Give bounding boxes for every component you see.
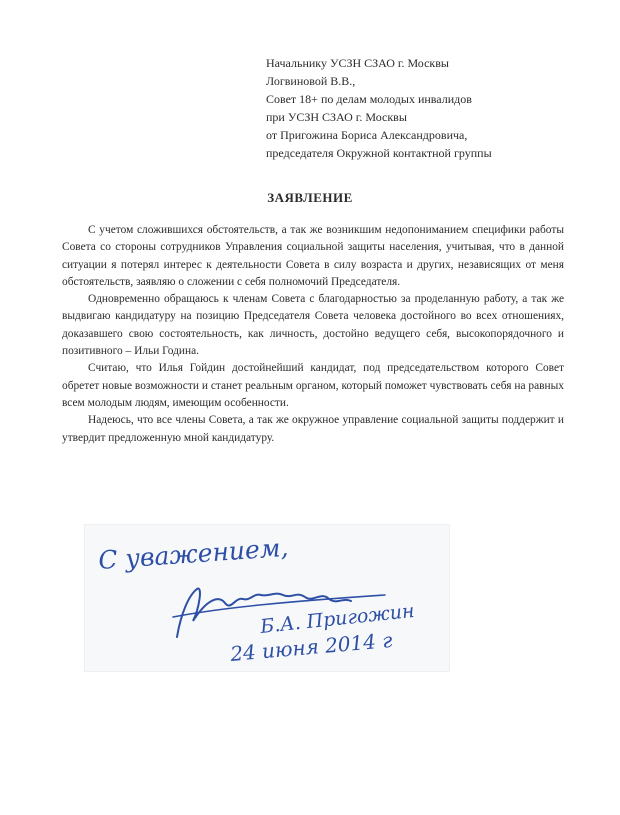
body-paragraph: Одновременно обращаюсь к членам Совета с благодарностью за проделанную работу, а так же выдвигаю кандидатуру на позицию Председателя Совета человека достойного во всех отношениях, доказавшего свою состоятельность, как личность, достойно ведущего себя, высокопорядочного и позитивного – Ильи Година. bbox=[62, 293, 564, 358]
document-title: ЗАЯВЛЕНИЕ bbox=[267, 190, 353, 205]
addressee-line: председателя Окружной контактной группы bbox=[266, 146, 492, 160]
signature-date: 24 июня 2014 г bbox=[229, 627, 394, 666]
addressee-block bbox=[266, 54, 566, 162]
body-paragraph: Считаю, что Илья Гойдин достойнейший кандидат, под председательством которого Совет обретет новые возможности и станет реальным органом, который поможет чувствовать себя на равных всем молодым людям, имеющим особенности. bbox=[62, 362, 564, 409]
addressee-line: при УСЗН СЗАО г. Москвы bbox=[266, 110, 407, 124]
document-body bbox=[62, 222, 564, 447]
signature-closing: С уважением, bbox=[97, 532, 290, 575]
addressee-line: Начальнику УСЗН СЗАО г. Москвы bbox=[266, 56, 449, 70]
signature-name: Б.А. Пригожин bbox=[259, 599, 416, 638]
body-paragraph: Надеюсь, что все члены Совета, а так же окружное управление социальной защиты поддержит и утвердит предложенную мной кандидатуру. bbox=[62, 414, 564, 444]
addressee-line: от Пригожина Бориса Александровича, bbox=[266, 128, 468, 142]
body-paragraph: С учетом сложившихся обстоятельств, а так же возникшим недопониманием специфики работы Совета со стороны сотрудников Управления социальной защиты населения, учитывая, что в данной ситуации я потерял интерес к деятельности Совета в силу возраста и других, независящих от меня обстоятельств, заявляю о сложении с себя полномочий Председателя. bbox=[62, 224, 564, 288]
addressee-line: Совет 18+ по делам молодых инвалидов bbox=[266, 92, 472, 106]
handwritten-signature-block bbox=[84, 524, 450, 672]
addressee-line: Логвиновой В.В., bbox=[266, 74, 356, 88]
signature-image bbox=[85, 525, 451, 673]
